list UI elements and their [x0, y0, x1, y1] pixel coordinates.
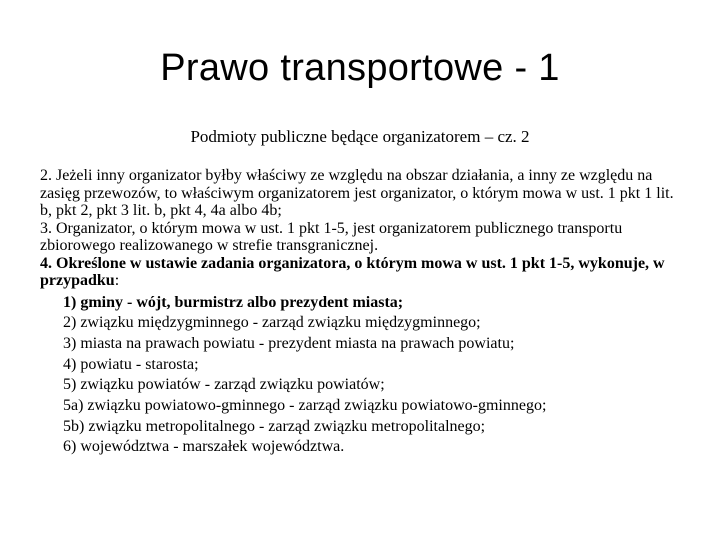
- list-item: 6) województwa - marszałek województwa.: [63, 438, 345, 456]
- list-item: 1) gminy - wójt, burmistrz albo prezydent miasta;: [63, 293, 404, 311]
- paragraph-3: 3. Organizator, o którym mowa w ust. 1 pkt 1-5, jest organizatorem publicznego transportu zbiorowego realizowanego w strefie transgranicznej.: [40, 219, 623, 254]
- slide-title: Prawo transportowe - 1: [160, 47, 560, 89]
- paragraph-4-bold-text: 4. Określone w ustawie zadania organizatora, o którym mowa w ust. 1 pkt 1-5, wykonuje, w przypadku: [40, 254, 665, 289]
- paragraph-2: 2. Jeżeli inny organizator byłby właściwy ze względu na obszar działania, a inny ze względu na zasięg przewozów, to właściwym organizatorem jest organizator, o którym mowa w ust. 1 pkt 1 lit. b, pkt 2, pkt 3 lit. b, pkt 4, 4a albo 4b;: [40, 167, 674, 219]
- list-item: 5a) związku powiatowo-gminnego - zarząd związku powiatowo-gminnego;: [63, 397, 547, 415]
- list-item: 2) związku międzygminnego - zarząd związku międzygminnego;: [63, 314, 481, 332]
- paragraph-4-tail: :: [114, 272, 120, 289]
- slide-body: [40, 167, 680, 458]
- list-item: 5b) związku metropolitalnego - zarząd związku metropolitalnego;: [63, 417, 486, 435]
- list-item: 4) powiatu - starosta;: [63, 355, 199, 373]
- slide-subtitle: Podmioty publiczne będące organizatorem – cz. 2: [190, 127, 530, 146]
- list-item: 3) miasta na prawach powiatu - prezydent miasta na prawach powiatu;: [63, 334, 515, 352]
- paragraph-4: [40, 255, 680, 290]
- list-item: 5) związku powiatów - zarząd związku powiatów;: [63, 376, 385, 394]
- entity-list: [40, 293, 680, 459]
